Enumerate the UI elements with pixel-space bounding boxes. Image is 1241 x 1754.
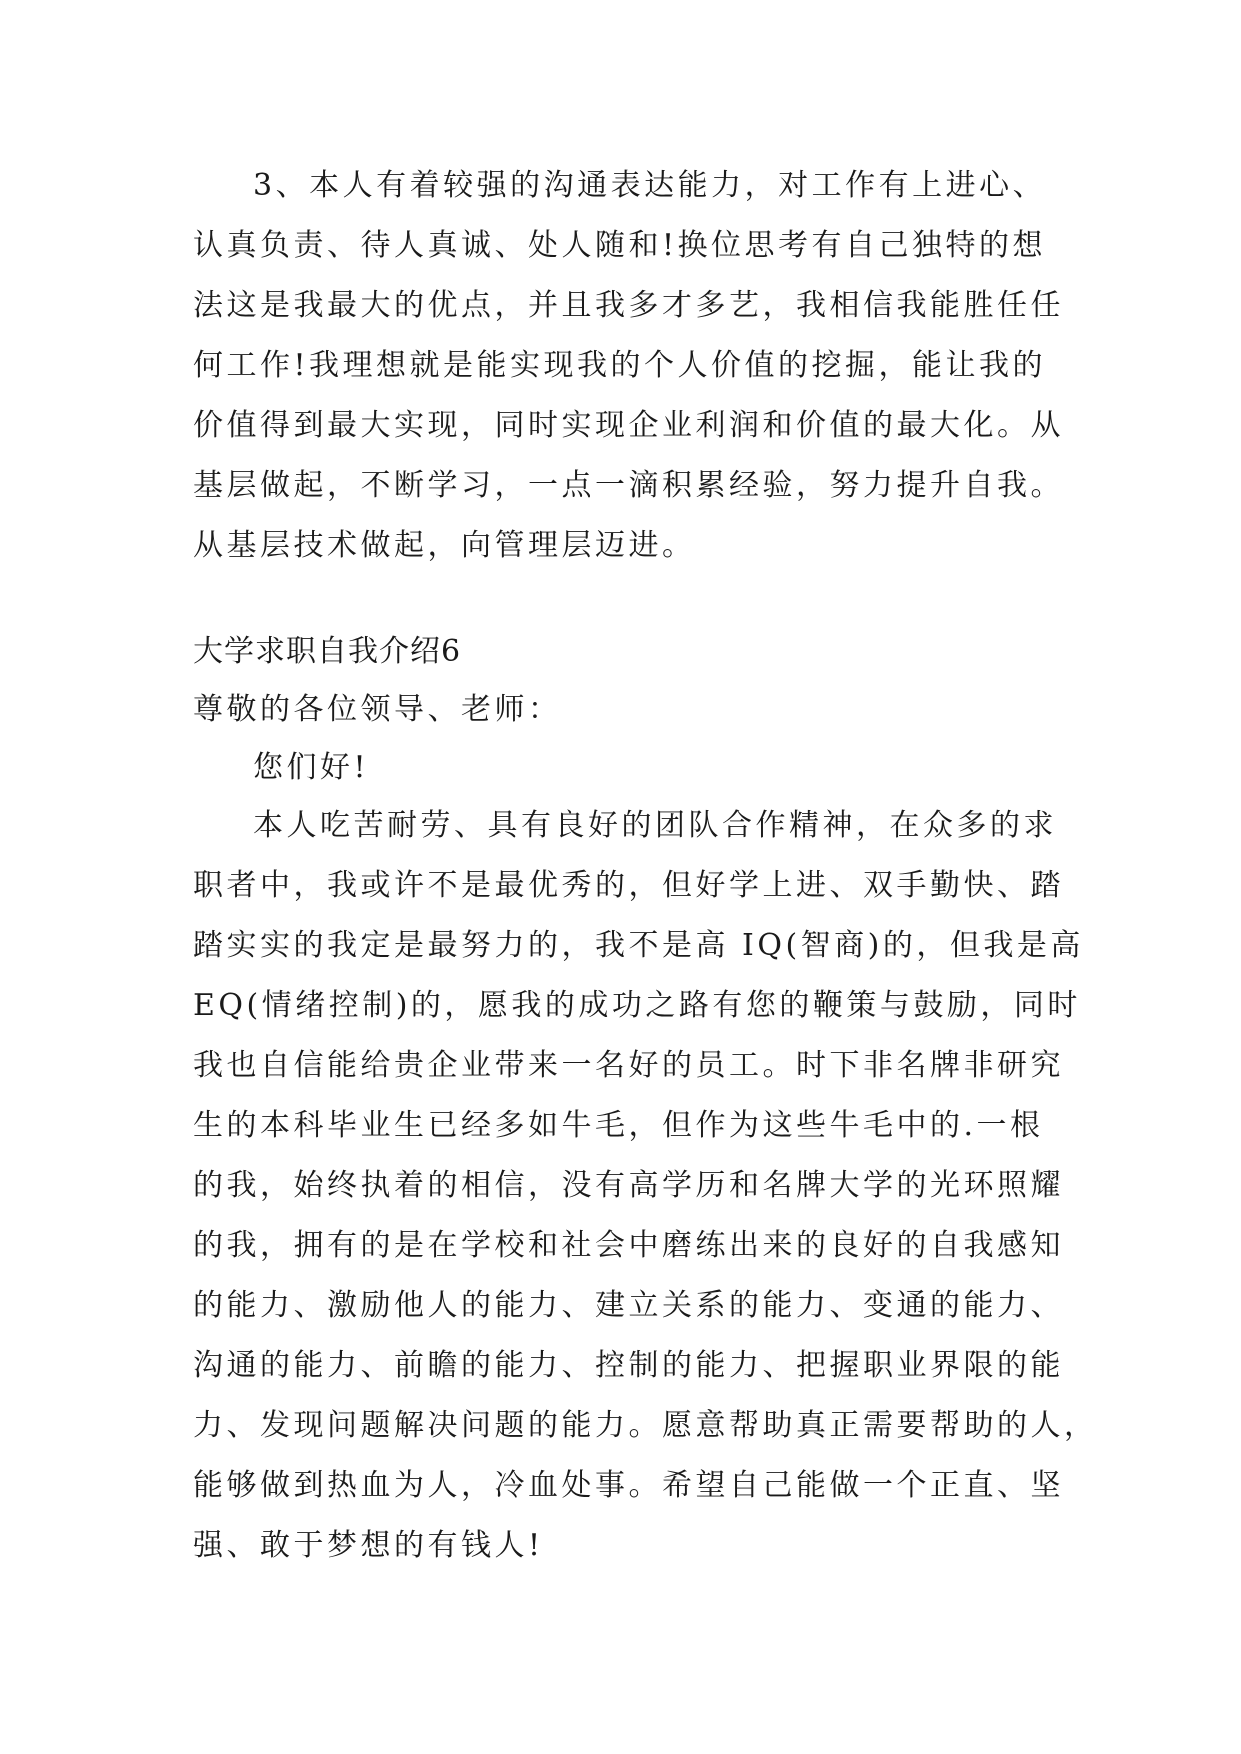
paragraph-line: 踏实实的我定是最努力的，我不是高 IQ(智商)的，但我是高 bbox=[193, 928, 1084, 963]
paragraph-line: 沟通的能力、前瞻的能力、控制的能力、把握职业界限的能 bbox=[193, 1348, 1064, 1383]
section-title: 大学求职自我介绍6 bbox=[193, 634, 462, 669]
paragraph-line: 的能力、激励他人的能力、建立关系的能力、变通的能力、 bbox=[193, 1288, 1064, 1323]
salutation: 尊敬的各位领导、老师： bbox=[193, 692, 562, 727]
paragraph-line: 我也自信能给贵企业带来一名好的员工。时下非名牌非研究 bbox=[193, 1048, 1064, 1083]
paragraph-line: 职者中，我或许不是最优秀的，但好学上进、双手勤快、踏 bbox=[193, 868, 1064, 903]
paragraph-line: 的我，始终执着的相信，没有高学历和名牌大学的光环照耀 bbox=[193, 1168, 1064, 1203]
paragraph-line: 力、发现问题解决问题的能力。愿意帮助真正需要帮助的人， bbox=[193, 1408, 1098, 1443]
paragraph-line: 生的本科毕业生已经多如牛毛，但作为这些牛毛中的.一根 bbox=[193, 1108, 1044, 1143]
paragraph-line: 从基层技术做起，向管理层迈进。 bbox=[193, 528, 696, 563]
paragraph-line: 3、本人有着较强的沟通表达能力，对工作有上进心、 bbox=[253, 168, 1047, 203]
paragraph-line: 价值得到最大实现，同时实现企业利润和价值的最大化。从 bbox=[193, 408, 1064, 443]
paragraph-line: 何工作!我理想就是能实现我的个人价值的挖掘，能让我的 bbox=[193, 348, 1047, 383]
paragraph-line: 法这是我最大的优点，并且我多才多艺，我相信我能胜任任 bbox=[193, 288, 1064, 323]
paragraph-line: 认真负责、待人真诚、处人随和!换位思考有自己独特的想 bbox=[193, 228, 1047, 263]
paragraph-line: 强、敢于梦想的有钱人! bbox=[193, 1528, 544, 1563]
paragraph-line: EQ(情绪控制)的，愿我的成功之路有您的鞭策与鼓励，同时 bbox=[193, 988, 1081, 1023]
paragraph-line: 本人吃苦耐劳、具有良好的团队合作精神，在众多的求 bbox=[253, 808, 1057, 843]
greeting: 您们好! bbox=[253, 750, 370, 785]
paragraph-line: 的我，拥有的是在学校和社会中磨练出来的良好的自我感知 bbox=[193, 1228, 1064, 1263]
paragraph-line: 能够做到热血为人，冷血处事。希望自己能做一个正直、坚 bbox=[193, 1468, 1064, 1503]
paragraph-line: 基层做起，不断学习，一点一滴积累经验，努力提升自我。 bbox=[193, 468, 1064, 503]
